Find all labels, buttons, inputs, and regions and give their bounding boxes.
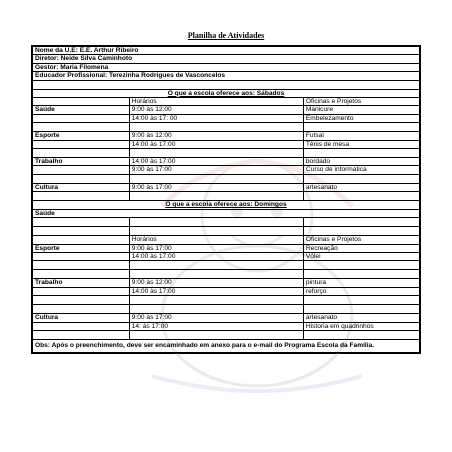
empty-cell [129,174,303,183]
schedule-cell: 14:00 às 17: 00 [129,114,303,122]
document-title: Planilha de Atividades [187,31,265,40]
category-saude-sunday: Saúde [33,209,420,217]
empty-cell [33,270,130,279]
schedule-cell: 9:00 às 17:00 [129,314,303,322]
blank-cell [33,166,130,174]
schedule-cell: 9:00 às 17:00 [129,183,303,191]
schedule-cell: 9:00 às 12:00 [129,106,303,114]
empty-cell [33,123,130,132]
empty-cell [33,192,130,201]
workshop-cell: Tênis de mesa [303,140,419,148]
workshop-cell: reforço [303,287,419,295]
manager-name: Gestor: Maria Filomena [33,63,420,71]
empty-cell [303,123,419,132]
empty-cell [129,218,303,227]
category-trabalho-sunday: Trabalho [33,279,130,287]
empty-cell [303,270,419,279]
blank-cell [33,114,130,122]
workshop-cell: pintura [303,279,419,287]
empty-cell [129,192,303,201]
spacer-row [33,80,420,89]
workshop-cell: Futsal [303,132,419,140]
col-horarios-header: Horários [129,236,303,244]
empty-cell [129,296,303,305]
workshop-cell: Curso de informatica [303,166,419,174]
school-name: Nome da U.E: E.E. Arthur Ribeiro [33,47,420,55]
blank-cell [33,140,130,148]
empty-cell [303,192,419,201]
empty-cell [303,305,419,314]
empty-cell [129,261,303,270]
schedule-cell: 14:00 às 17:00 [129,158,303,166]
workshop-cell: artesanato [303,314,419,322]
empty-cell [129,270,303,279]
schedule-cell: 14:00 às 17:00 [129,287,303,295]
empty-cell [129,227,303,236]
workshop-cell: Embelezamento [303,114,419,122]
col-horarios-header: Horários [129,98,303,106]
blank-cell [33,287,130,295]
schedule-cell: 9:00 às 17:00 [129,244,303,252]
empty-cell [129,149,303,158]
director-name: Diretor: Neide Silva Caminhoto [33,55,420,63]
empty-cell [33,218,130,227]
saturday-heading: O que a escola oferece aos: Sábados [33,89,420,97]
empty-cell [129,330,303,339]
educator-name: Educador Profissional: Terezinha Rodrigues de Vasconcelos [33,72,420,80]
empty-cell [303,227,419,236]
sunday-heading: O que a escola oferece aos: Domingos [33,201,420,209]
empty-cell [129,305,303,314]
col-oficinas-header: Oficinas e Projetos [303,98,419,106]
empty-cell [33,174,130,183]
empty-cell [303,330,419,339]
workshop-cell: Historia em quadrinhos [303,322,419,330]
workshop-cell: bordado [303,158,419,166]
empty-cell [33,330,130,339]
category-cultura-sunday: Cultura [33,314,130,322]
category-trabalho: Trabalho [33,158,130,166]
empty-cell [303,261,419,270]
blank-cell [33,236,130,244]
schedule-cell: 9:00 às 12:00 [129,132,303,140]
category-esporte: Esporte [33,132,130,140]
col-oficinas-header: Oficinas e Projetos [303,236,419,244]
category-cultura: Cultura [33,183,130,191]
activities-sheet [31,45,421,354]
empty-cell [33,305,130,314]
schedule-cell: 9:00 às 12:00 [129,279,303,287]
activities-table [32,46,420,353]
empty-cell [303,296,419,305]
empty-cell [33,261,130,270]
empty-cell [129,123,303,132]
empty-cell [33,227,130,236]
schedule-cell: 14:00 às 17:00 [129,140,303,148]
schedule-cell: 9:00 às 17:00 [129,166,303,174]
blank-cell [33,252,130,260]
blank-cell [33,322,130,330]
empty-cell [303,149,419,158]
workshop-cell: Manicure [303,106,419,114]
empty-cell [303,174,419,183]
blank-cell [33,98,130,106]
category-saude: Saúde [33,106,130,114]
empty-cell [33,296,130,305]
workshop-cell: Recreação [303,244,419,252]
category-esporte-sunday: Esporte [33,244,130,252]
empty-cell [33,149,130,158]
empty-cell [303,218,419,227]
observation-note: Obs: Após o preenchimento, deve ser encaminhado em anexo para o e-mail do Programa Escola da Família. [33,339,420,352]
schedule-cell: 14: às 17:00 [129,322,303,330]
schedule-cell: 14:00 às 17:00 [129,252,303,260]
workshop-cell: artesanato [303,183,419,191]
workshop-cell: Vôlei [303,252,419,260]
